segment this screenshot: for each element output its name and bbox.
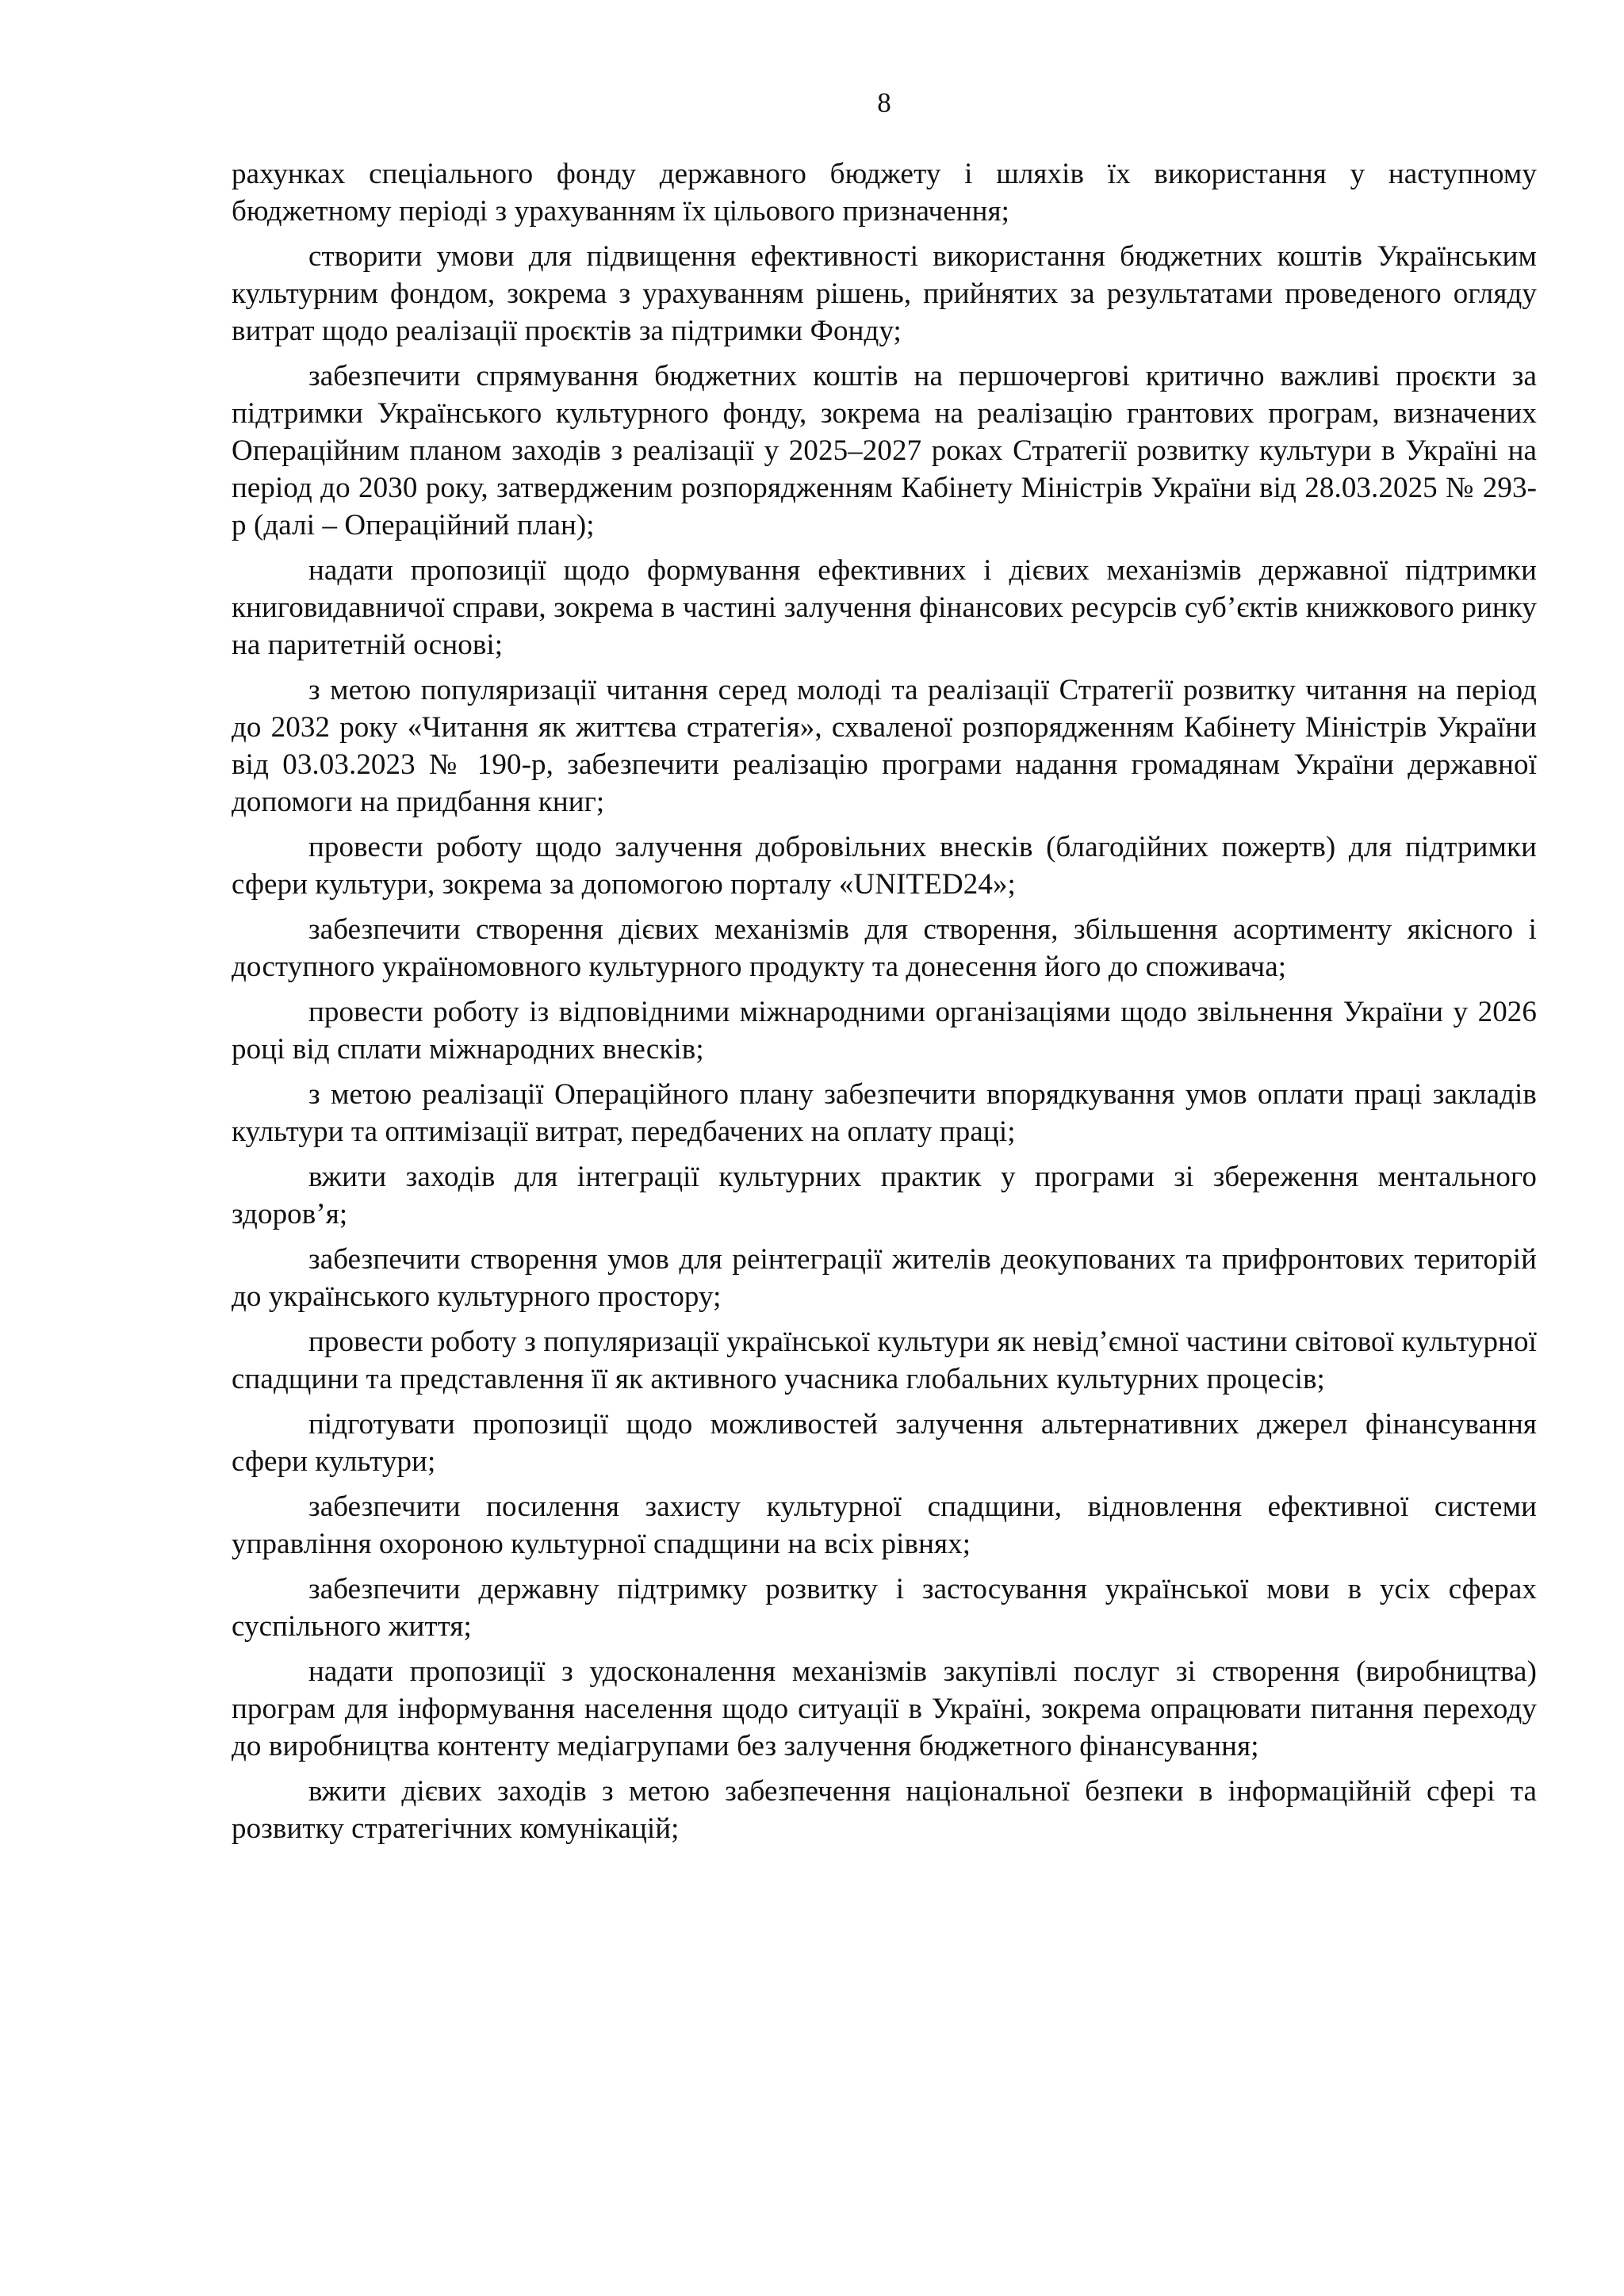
paragraph: вжити дієвих заходів з метою забезпечення національної безпеки в інформаційній сфері та розвитку стратегічних комунікацій; — [232, 1775, 1537, 1845]
paragraph: забезпечити державну підтримку розвитку і застосування української мови в усіх сферах суспільного життя; — [232, 1573, 1537, 1643]
paragraph: вжити заходів для інтеграції культурних практик у програми зі збереження ментального здоров’я; — [232, 1161, 1537, 1230]
paragraph: забезпечити створення дієвих механізмів для створення, збільшення асортименту якісного і доступного україномовного культурного продукту та донесення його до споживача; — [232, 913, 1537, 983]
paragraph: надати пропозиції з удосконалення механізмів закупівлі послуг зі створення (виробництва) програм для інформування населення щодо ситуації в Україні, зокрема опрацювати питання переходу до виробництва контенту медіагрупами без залучення бюджетного фінансування; — [232, 1655, 1537, 1762]
page-number: 8 — [877, 87, 891, 118]
document-body — [232, 155, 1537, 1847]
paragraph: надати пропозиції щодо формування ефективних і дієвих механізмів державної підтримки книговидавничої справи, зокрема в частині залучення фінансових ресурсів суб’єктів книжкового ринку на паритетній основі; — [232, 554, 1537, 661]
paragraph: провести роботу із відповідними міжнародними організаціями щодо звільнення України у 2026 році від сплати міжнародних внесків; — [232, 996, 1537, 1066]
paragraph: з метою популяризації читання серед молоді та реалізації Стратегії розвитку читання на період до 2032 року «Читання як життєва стратегія», схваленої розпорядженням Кабінету Міністрів України від 03.03.2023 № 190-р, забезпечити реалізацію програми надання громадянам України державної допомоги на придбання книг; — [232, 674, 1537, 818]
paragraph: створити умови для підвищення ефективності використання бюджетних коштів Українським культурним фондом, зокрема з урахуванням рішень, прийнятих за результатами проведеного огляду витрат щодо реалізації проєктів за підтримки Фонду; — [232, 240, 1537, 347]
paragraph: забезпечити створення умов для реінтеграції жителів деокупованих та прифронтових територій до українського культурного простору; — [232, 1243, 1537, 1313]
paragraph: забезпечити посилення захисту культурної спадщини, відновлення ефективної системи управління охороною культурної спадщини на всіх рівнях; — [232, 1490, 1537, 1560]
paragraph: забезпечити спрямування бюджетних коштів на першочергові критично важливі проєкти за підтримки Українського культурного фонду, зокрема на реалізацію грантових програм, визначених Операційним планом заходів з реалізації у 2025–2027 роках Стратегії розвитку культури в Україні на період до 2030 року, затвердженим розпорядженням Кабінету Міністрів України від 28.03.2025 № 293-р (далі – Операційний план); — [232, 360, 1537, 541]
paragraph: рахунках спеціального фонду державного бюджету і шляхів їх використання у наступному бюджетному періоді з урахуванням їх цільового призначення; — [232, 158, 1537, 228]
paragraph: підготувати пропозиції щодо можливостей залучення альтернативних джерел фінансування сфери культури; — [232, 1408, 1537, 1478]
paragraph: з метою реалізації Операційного плану забезпечити впорядкування умов оплати праці закладів культури та оптимізації витрат, передбачених на оплату праці; — [232, 1078, 1537, 1148]
paragraph: провести роботу з популяризації української культури як невід’ємної частини світової культурної спадщини та представлення її як активного учасника глобальних культурних процесів; — [232, 1326, 1537, 1395]
paragraph: провести роботу щодо залучення добровільних внесків (благодійних пожертв) для підтримки сфери культури, зокрема за допомогою порталу «UNITED24»; — [232, 831, 1537, 901]
